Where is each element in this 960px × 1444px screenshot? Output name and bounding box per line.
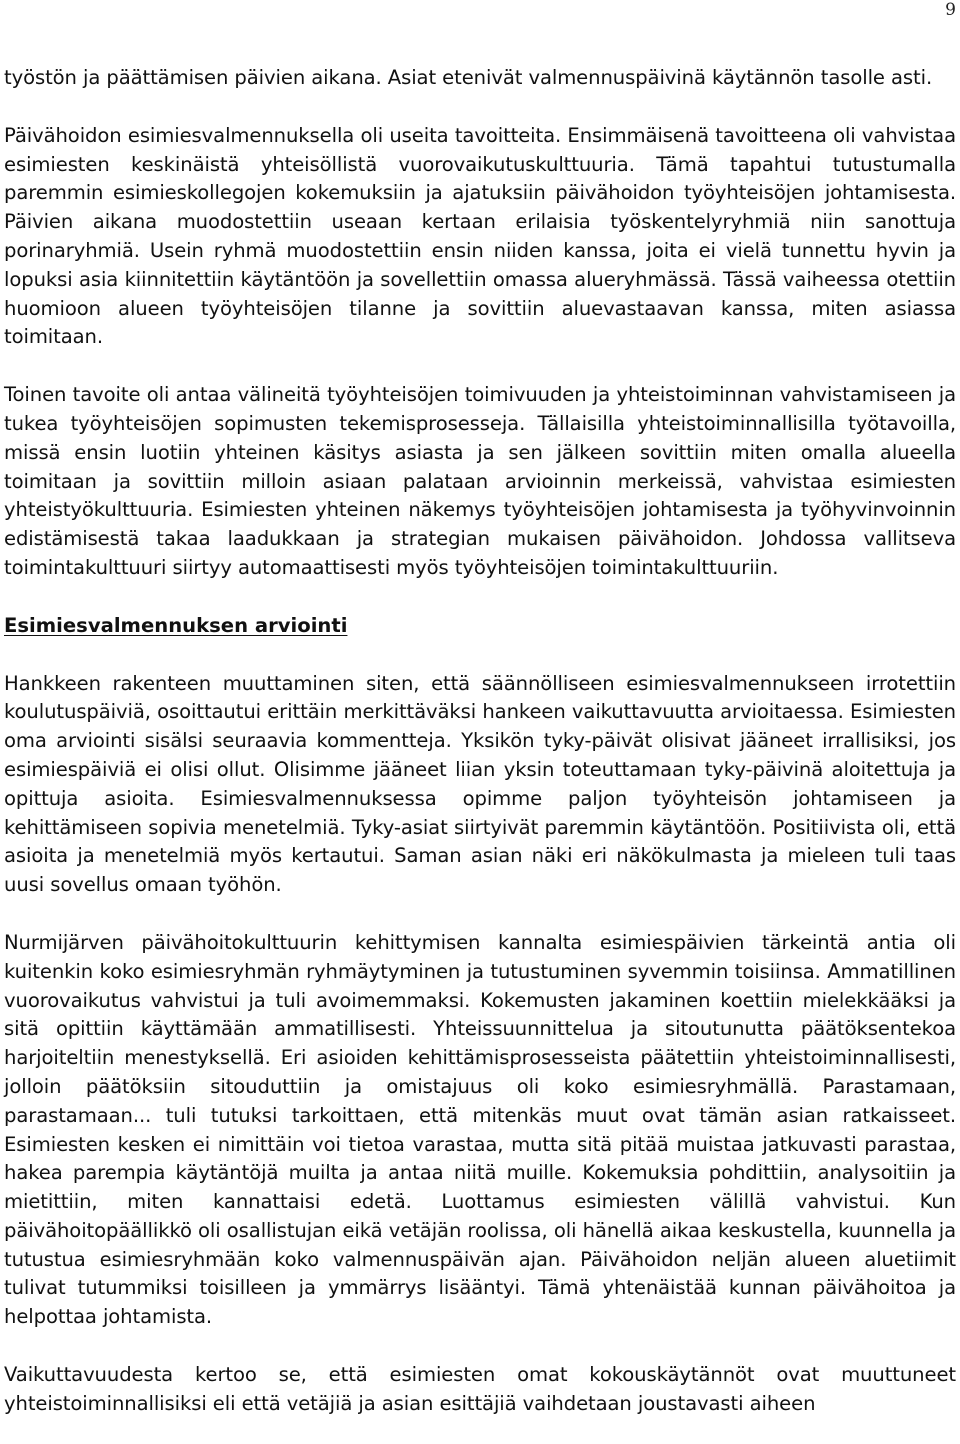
paragraph-impact: Vaikuttavuudesta kertoo se, että esimiesten omat kokouskäytännöt ovat muuttuneet yhteistoiminnallisiksi eli että vetäjiä ja asian esittäjiä vaihdetaan joustavasti aiheen — [4, 1363, 956, 1415]
paragraph-goals: Päivähoidon esimiesvalmennuksella oli useita tavoitteita. Ensimmäisenä tavoitteena oli vahvistaa esimiesten keskinäistä yhteisöllistä vuorovaikutuskulttuuria. Tämä tapahtui tutustumalla paremmin esimieskollegojen kokemuksiin ja ajatuksiin päivähoidon työyhteisöjen johtamisesta. Päivien aikana muodostettiin useaan kertaan erilaisia työskentelyryhmiä niin sanottuja porinaryhmiä. Usein ryhmä muodostettiin ensin niiden kanssa, joita ei vielä tunnettu hyvin ja lopuksi asia kiinnitettiin käytäntöön ja sovellettiin omassa alueryhmässä. Tässä vaiheessa otettiin huomioon alueen työyhteisöjen tilanne ja sovittiin aluevastaavan kanssa, miten asiassa toimitaan. — [4, 123, 956, 349]
document-body — [4, 64, 956, 1419]
section-heading-evaluation: Esimiesvalmennuksen arviointi — [4, 613, 348, 637]
paragraph-culture: Nurmijärven päivähoitokulttuurin kehittymisen kannalta esimiespäivien tärkeintä antia oli kuitenkin koko esimiesryhmän ryhmäytyminen ja tutustuminen syvemmin toisiinsa. Ammatillinen vuorovaikutus vahvistui ja tuli avoimemmaksi. Kokemusten jakaminen koettiin mielekkääksi ja sitä opittiin käyttämään ammatillisesti. Yhteissuunnittelua ja sitoutunutta päätöksentekoa harjoiteltiin menestyksellä. Eri asioiden kehittämisprosesseista päätettiin yhteistoiminnallisesti, jolloin päätöksiin sitouduttiin ja omistajuus oli koko esimiesryhmällä. Parastamaan, parastamaan... tuli tutuksi tarkoittaen, että mitenkäs muut ovat tämän asian ratkaisseet. Esimiesten kesken ei nimittäin voi tietoa varastaa, mutta sitä pitää muistaa jatkuvasti parastaa, hakea parempia käytäntöjä muilta ja antaa niitä muille. Kokemuksia pohdittiin, analysoitiin ja mietittiin, miten kannattaisi edetä. Luottamus esimiesten välillä vahvistui. Kun päivähoitopäällikkö oli osallistujan eikä vetäjän roolissa, oli hänellä aikaa keskustella, kuunnella ja tutustua esimiesryhmään koko valmennuspäivän ajan. Päivähoidon neljän alueen aluetiimit tulivat tutummiksi toisilleen ja ymmärrys lisääntyi. Tämä yhtenäistää kunnan päivähoitoa ja helpottaa johtamista. — [4, 930, 956, 1329]
paragraph-evaluation: Hankkeen rakenteen muuttaminen siten, että säännölliseen esimiesvalmennukseen irrotettiin koulutuspäiviä, osoittautui erittäin merkittäväksi hankeen vaikuttavuutta arvioitaessa. Esimiesten oma arviointi sisälsi seuraavia kommentteja. Yksikön tyky-päivät olisivat jääneet irrallisiksi, jos esimiespäiviä ei olisi ollut. Olisimme jääneet liian yksin toteuttamaan tyky-päivinä aloitettuja ja opittuja asioita. Esimiesvalmennuksessa opimme paljon työyhteisön johtamiseen ja kehittämiseen sopivia menetelmiä. Tyky-asiat siirtyivät paremmin käytäntöön. Positiivista oli, että asioita ja menetelmiä myös kertautui. Saman asian näki eri näkökulmasta ja mieleen tuli taas uusi sovellus omaan työhön. — [4, 671, 956, 897]
page-number: 9 — [945, 0, 956, 20]
paragraph-intro: työstön ja päättämisen päivien aikana. Asiat etenivät valmennuspäivinä käytännön tasolle asti. — [4, 66, 933, 89]
paragraph-second-goal: Toinen tavoite oli antaa välineitä työyhteisöjen toimivuuden ja yhteistoiminnan vahvistamiseen ja tukea työyhteisöjen sopimusten tekemisprosesseja. Tällaisilla yhteistoiminnallisilla työtavoilla, missä ensin luotiin yhteinen käsitys asiasta ja sen jälkeen sovittiin miten omalla alueella toimitaan ja sovittiin milloin asiaan palataan arvioinnin merkeissä, vahvistaa esimiesten yhteistyökulttuuria. Esimiesten yhteinen näkemys työyhteisöjen johtamisesta ja työhyvinvoinnin edistämisestä takaa laadukkaan ja strategian mukaisen päivähoidon. Johdossa vallitseva toimintakulttuuri siirtyy automaattisesti myös työyhteisöjen toimintakulttuuriin. — [4, 383, 956, 579]
